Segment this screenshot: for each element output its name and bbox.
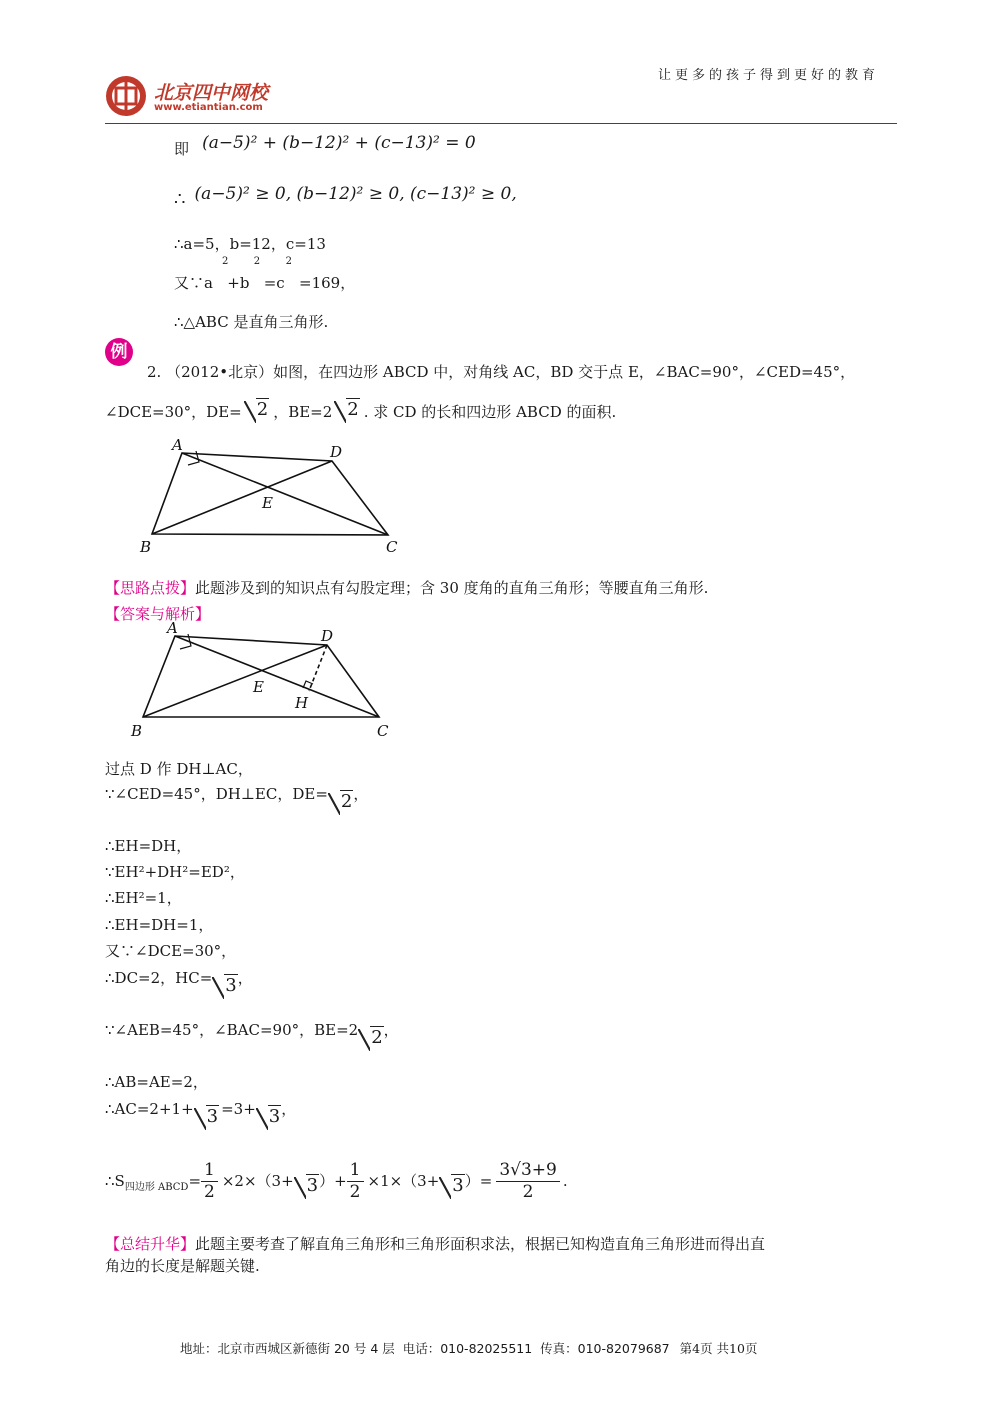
figure2-altitude-dh xyxy=(309,645,327,691)
step-9 xyxy=(105,1023,399,1048)
sqrt-icon xyxy=(244,399,269,420)
question-line-2 xyxy=(105,391,616,420)
logo-emblem-icon xyxy=(104,74,150,118)
frac-num: 1 xyxy=(347,1160,364,1182)
summary-text-2: 角边的长度是解题关键. xyxy=(105,1257,260,1275)
fraction-half xyxy=(201,1160,218,1204)
step-3: ∴EH=DH， xyxy=(105,837,192,855)
step-2 xyxy=(105,787,368,812)
step-10: ∴AB=AE=2， xyxy=(105,1073,208,1091)
sqrt-icon xyxy=(328,791,353,812)
label-c: C xyxy=(377,722,389,740)
line1-expr: (a−5)² + (b−12)² + (c−13)² = 0 xyxy=(202,133,476,153)
line4-exponents: 2 2 2 xyxy=(222,256,292,267)
step-7: 又∵∠DCE=30°， xyxy=(105,942,237,960)
sqrt-icon xyxy=(212,975,237,996)
step11-end: ， xyxy=(281,1100,297,1118)
hint-tag: 【思路点拨】 xyxy=(105,579,196,597)
area-result-eq: ）= xyxy=(464,1172,493,1191)
area-eq: = xyxy=(188,1172,202,1191)
logo xyxy=(104,74,294,118)
label-e: E xyxy=(253,678,264,696)
example-badge-label: 例 xyxy=(110,342,128,362)
step-4: ∵EH²+DH²=ED²， xyxy=(105,863,245,881)
answer-tag: 【答案与解析】 xyxy=(105,605,211,623)
sqrt-icon xyxy=(439,1175,464,1196)
step-1: 过点 D 作 DH⊥AC， xyxy=(105,760,253,778)
sqrt-arg: 3 xyxy=(306,1175,319,1197)
sqrt-arg: 3 xyxy=(206,1106,219,1127)
q2-part-a: ∠DCE=30°，DE= xyxy=(105,403,242,421)
sqrt-arg: 2 xyxy=(256,399,269,420)
label-a: A xyxy=(167,619,178,637)
hint-text: 此题涉及到的知识点有勾股定理；含 30 度角的直角三角形；等腰直角三角形. xyxy=(195,579,709,597)
sqrt-arg: 2 xyxy=(371,1027,383,1048)
label-e: E xyxy=(262,494,273,512)
figure1-diagonal-bd xyxy=(152,461,332,534)
line5: ∴△ABC 是直角三角形. xyxy=(174,313,329,331)
step11-mid: =3+ xyxy=(221,1100,256,1118)
label-c: C xyxy=(386,538,398,556)
step8-end: ， xyxy=(237,969,253,987)
area-subscript: 四边形 ABCD xyxy=(124,1182,189,1194)
footer-page: 第4页 共10页 xyxy=(679,1341,758,1356)
sqrt-arg: 3 xyxy=(268,1106,281,1127)
line2-expr: (a−5)² ≥ 0, (b−12)² ≥ 0, (c−13)² ≥ 0, xyxy=(194,184,517,204)
line4: 又∵a +b =c =169， xyxy=(174,274,356,292)
summary-tag: 【总结升华】 xyxy=(105,1235,196,1253)
frac-den: 2 xyxy=(349,1182,361,1203)
figure2-quadrilateral xyxy=(143,636,379,717)
equation-line-1 xyxy=(174,133,476,158)
area-plus: ）+ xyxy=(319,1172,347,1191)
sqrt-icon xyxy=(256,1106,281,1127)
step-6: ∴EH=DH=1， xyxy=(105,916,214,934)
question-line-1: 2. （2012•北京）如图，在四边形 ABCD 中，对角线 AC，BD 交于点 E，∠BAC=90°，∠CED=45°， xyxy=(147,363,856,381)
logo-url: www.etiantian.com xyxy=(154,102,263,113)
sqrt-icon xyxy=(294,1175,319,1196)
step-11 xyxy=(105,1102,296,1127)
frac-num: 1 xyxy=(201,1160,218,1182)
header-rule xyxy=(105,123,897,124)
sqrt-arg: 3 xyxy=(225,975,237,996)
step9-end: ， xyxy=(383,1021,399,1039)
frac-den: 2 xyxy=(522,1182,534,1203)
sqrt-icon xyxy=(194,1106,219,1127)
fraction-result xyxy=(496,1160,560,1204)
area-s: ∴S xyxy=(105,1172,125,1191)
label-d: D xyxy=(321,627,334,645)
step11-text: ∴AC=2+1+ xyxy=(105,1100,194,1118)
summary xyxy=(105,1233,765,1254)
step-8 xyxy=(105,971,253,996)
step-5: ∴EH²=1， xyxy=(105,889,182,907)
step2-end: ， xyxy=(353,785,369,803)
frac-den: 2 xyxy=(204,1182,215,1203)
q2-part-c: . 求 CD 的长和四边形 ABCD 的面积. xyxy=(363,403,617,421)
line3: ∴a=5，b=12，c=13 xyxy=(174,235,326,253)
line2-prefix: ∴ xyxy=(174,189,186,210)
figure-quadrilateral-with-h xyxy=(125,618,405,743)
logo-name: 北京四中网校 xyxy=(154,82,269,104)
sqrt-icon xyxy=(358,1027,383,1048)
figure-quadrilateral xyxy=(130,436,410,561)
label-b: B xyxy=(140,538,152,556)
area-end: . xyxy=(562,1172,568,1191)
label-h: H xyxy=(295,694,309,712)
frac-num: 3√3+9 xyxy=(496,1160,560,1182)
example-badge xyxy=(105,338,133,366)
footer-address: 地址：北京市西城区新德街 20 号 4 层 电话：010-82025511 传真：010-82079687 xyxy=(180,1341,670,1356)
footer xyxy=(180,1339,757,1357)
summary-text-1: 此题主要考查了解直角三角形和三角形面积求法，根据已知构造直角三角形进而得出直 xyxy=(195,1235,766,1253)
sqrt-icon xyxy=(334,399,359,420)
slogan: 让更多的孩子得到更好的教育 xyxy=(658,68,880,83)
fraction-half xyxy=(347,1160,364,1204)
hint xyxy=(105,577,708,598)
sqrt-arg: 2 xyxy=(347,399,359,420)
label-b: B xyxy=(131,722,143,740)
equation-line-2 xyxy=(174,184,517,210)
label-d: D xyxy=(330,443,343,461)
label-a: A xyxy=(172,436,183,454)
step2-text: ∵∠CED=45°，DH⊥EC，DE= xyxy=(105,785,328,803)
q2-part-b: ，BE=2 xyxy=(273,403,333,421)
step-12-area xyxy=(105,1160,568,1204)
sqrt-arg: 2 xyxy=(340,791,353,812)
line1-prefix: 即 xyxy=(174,140,190,158)
step8-text: ∴DC=2，HC= xyxy=(105,969,213,987)
area-term1: ×2×（3+ xyxy=(221,1172,294,1191)
step9-text: ∵∠AEB=45°，∠BAC=90°，BE=2 xyxy=(105,1021,359,1039)
figure2-diagonal-ac xyxy=(175,636,379,717)
area-term2: ×1×（3+ xyxy=(367,1172,440,1191)
sqrt-arg: 3 xyxy=(452,1175,464,1197)
